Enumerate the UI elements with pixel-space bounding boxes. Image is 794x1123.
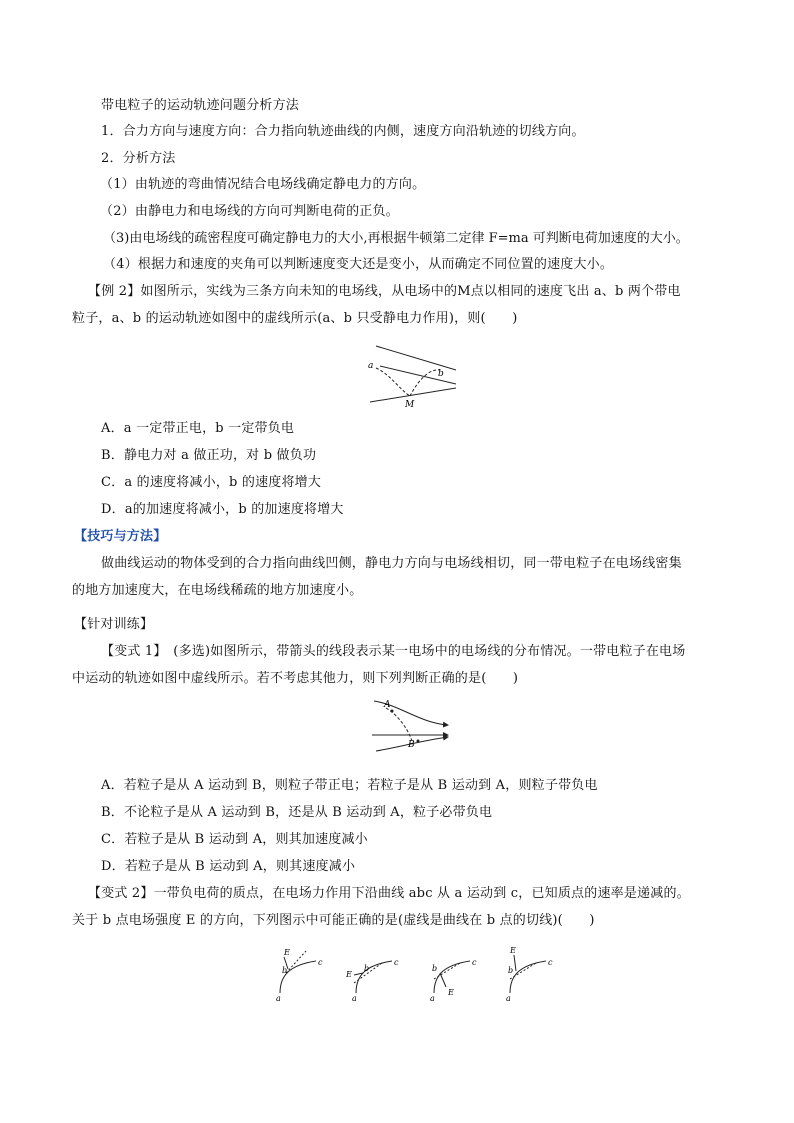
variant-2-line-1: 【变式 2】一带负电荷的质点，在电场力作用下沿曲线 abc 从 a 运动到 c，已知质点的速率是递减的。: [88, 886, 690, 901]
example-2-option-b: B．静电力对 a 做正功，对 b 做负功: [101, 448, 317, 463]
variant-1-line-1: 【变式 1】 (多选)如图所示，带箭头的线段表示某一电场中的电场线的分布情况。一带电粒子在电场: [101, 644, 686, 659]
svg-text:c: c: [548, 958, 553, 967]
sub-point-2: （2）由静电力和电场线的方向可判断电荷的正负。: [100, 204, 399, 219]
variant-2-figure-b: [346, 943, 406, 1003]
variant-2-line-2: 关于 b 点电场强度 E 的方向，下列图示中可能正确的是(虚线是曲线在 b 点的切线)( ): [72, 913, 595, 928]
field-line-top: [376, 346, 456, 370]
tips-line-2: 的地方加速度大，在电场线稀疏的地方加速度小。: [72, 583, 363, 598]
variant-1-option-b: B．不论粒子是从 A 运动到 B，还是从 B 运动到 A，粒子必带负电: [101, 805, 493, 820]
svg-text:b: b: [508, 966, 514, 975]
svg-text:b: b: [432, 964, 438, 973]
example-2-option-a: A．a 一定带正电，b 一定带负电: [101, 421, 295, 436]
svg-text:E: E: [448, 988, 454, 997]
section-heading: 带电粒子的运动轨迹问题分析方法: [101, 98, 300, 113]
svg-text:c: c: [394, 958, 399, 967]
point-2: 2．分析方法: [101, 151, 176, 166]
label-A: A: [384, 700, 391, 710]
variant-2-figure-c: [424, 943, 484, 1003]
svg-text:c: c: [472, 958, 477, 967]
svg-text:a: a: [430, 994, 435, 1003]
point-B: [417, 740, 420, 743]
point-A: [391, 710, 394, 713]
point-1: 1．合力方向与速度方向：合力指向轨迹曲线的内侧，速度方向沿轨迹的切线方向。: [101, 124, 585, 139]
variant-1-option-d: D．若粒子是从 B 运动到 A，则其速度减小: [101, 859, 356, 874]
label-B: B: [408, 740, 415, 750]
svg-text:b: b: [282, 966, 288, 975]
example-2-figure: [360, 340, 470, 410]
svg-text:a: a: [506, 994, 511, 1003]
variant-1-option-c: C．若粒子是从 B 运动到 A，则其加速度减小: [101, 832, 368, 847]
label-M: M: [405, 400, 415, 410]
variant-1-line-2: 中运动的轨迹如图中虚线所示。若不考虑其他力，则下列判断正确的是( ): [72, 671, 519, 686]
svg-text:b: b: [364, 964, 370, 973]
svg-text:E: E: [284, 948, 290, 957]
svg-text:E: E: [510, 946, 516, 955]
svg-text:E: E: [346, 970, 352, 979]
sub-point-4: （4）根据力和速度的夹角可以判断速度变大还是变小，从而确定不同位置的速度大小。: [103, 257, 614, 272]
variant-1-option-a: A．若粒子是从 A 运动到 B，则粒子带正电；若粒子是从 B 运动到 A，则粒子带负电: [101, 778, 598, 793]
label-a: a: [368, 361, 374, 371]
training-title: 【针对训练】: [74, 617, 154, 632]
sub-point-1: （1）由轨迹的弯曲情况结合电场线确定静电力的方向。: [100, 177, 426, 192]
example-2-line-1: 【例 2】如图所示，实线为三条方向未知的电场线，从电场中的M点以相同的速度飞出 a、b 两个带电: [88, 284, 681, 299]
tips-title: 【技巧与方法】: [74, 529, 167, 544]
sub-point-3: （3)由电场线的疏密程度可确定静电力的大小,再根据牛顿第二定律 F=ma 可判断电荷加速度的大小。: [103, 231, 689, 246]
label-b: b: [438, 369, 444, 379]
example-2-option-d: D．a的加速度将减小，b 的加速度将增大: [101, 502, 344, 517]
tips-line-1: 做曲线运动的物体受到的合力指向曲线凹侧，静电力方向与电场线相切，同一带电粒子在电场线密集: [101, 556, 682, 571]
field-line-middle: [380, 366, 456, 384]
variant-1-figure: [370, 695, 455, 755]
example-2-line-2: 粒子，a、b 的运动轨迹如图中的虚线所示(a、b 只受静电力作用)，则( ): [72, 311, 518, 326]
svg-text:a: a: [276, 994, 281, 1003]
variant-2-figure-d: [500, 943, 560, 1003]
variant-2-figure-a: [270, 943, 330, 1003]
svg-text:a: a: [352, 994, 357, 1003]
example-2-option-c: C．a 的速度将减小，b 的速度将增大: [101, 475, 322, 490]
svg-text:c: c: [318, 958, 323, 967]
